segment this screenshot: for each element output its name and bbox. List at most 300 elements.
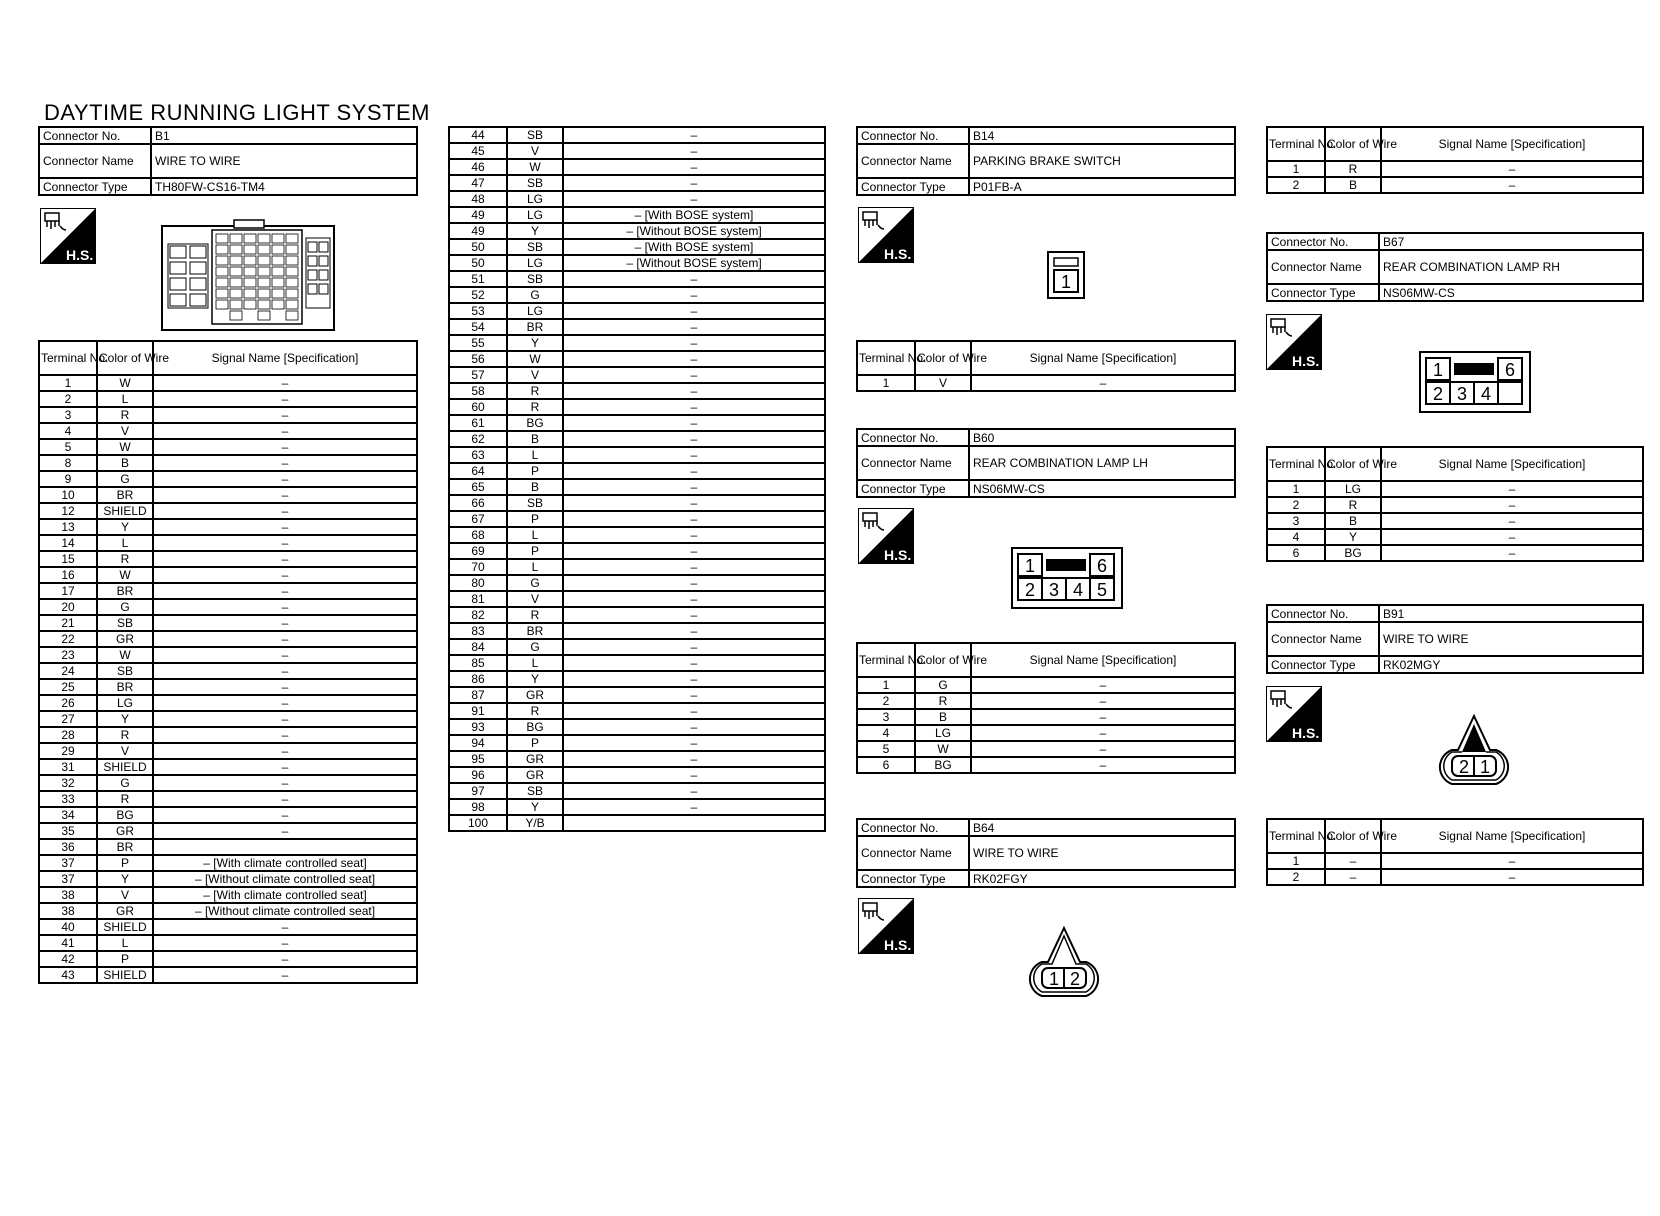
terminal-no-cell: 62	[449, 431, 507, 447]
wire-color-cell: BG	[507, 719, 563, 735]
table-row	[1267, 481, 1643, 497]
signal-name-cell: –	[563, 495, 825, 511]
connector-name-label: Connector Name	[39, 144, 151, 178]
terminal-no-cell: 31	[39, 759, 97, 775]
signal-name-cell	[153, 839, 417, 855]
table-row	[39, 551, 417, 567]
wire-color-cell: P	[507, 511, 563, 527]
connector-type-label: Connector Type	[857, 870, 969, 887]
connector-name-label: Connector Name	[857, 144, 969, 178]
table-row	[39, 647, 417, 663]
wire-color-cell: Y/B	[507, 815, 563, 831]
terminal-no-cell: 91	[449, 703, 507, 719]
table-row	[449, 575, 825, 591]
table-row	[39, 535, 417, 551]
table-row	[857, 725, 1235, 741]
signal-name-cell: –	[971, 693, 1235, 709]
connector-name-value: PARKING BRAKE SWITCH	[969, 144, 1235, 178]
signal-name-cell: –	[153, 567, 417, 583]
wire-color-cell: G	[97, 599, 153, 615]
terminal-no-cell: 20	[39, 599, 97, 615]
table-row	[39, 663, 417, 679]
wire-color-cell: –	[1325, 869, 1381, 885]
terminal-no-cell: 80	[449, 575, 507, 591]
wire-color-cell: Y	[507, 223, 563, 239]
terminal-no-cell: 27	[39, 711, 97, 727]
terminal-no-cell: 2	[1267, 177, 1325, 193]
svg-text:H.S.: H.S.	[1292, 725, 1320, 741]
wire-color-cell: R	[1325, 161, 1381, 177]
table-row	[39, 935, 417, 951]
signal-name-cell: –	[563, 447, 825, 463]
table-row	[1267, 177, 1643, 193]
terminal-no-cell: 8	[39, 455, 97, 471]
wire-color-cell: Y	[97, 519, 153, 535]
wire-color-cell: SHIELD	[97, 759, 153, 775]
table-row	[449, 799, 825, 815]
wire-color-cell: SHIELD	[97, 967, 153, 983]
table-row	[39, 967, 417, 983]
wire-color-cell: BR	[507, 623, 563, 639]
wire-color-cell: W	[97, 375, 153, 391]
wire-color-cell: W	[97, 567, 153, 583]
terminal-no-header: Terminal No.	[857, 643, 915, 677]
terminal-no-cell: 32	[39, 775, 97, 791]
connector-no-label: Connector No.	[857, 127, 969, 144]
terminal-no-cell: 43	[39, 967, 97, 983]
wire-color-cell: L	[507, 655, 563, 671]
terminal-no-cell: 69	[449, 543, 507, 559]
connector-face-b67	[1418, 350, 1532, 414]
terminal-no-cell: 63	[449, 447, 507, 463]
wire-color-cell: V	[97, 743, 153, 759]
table-row	[449, 671, 825, 687]
signal-name-cell: –	[153, 711, 417, 727]
signal-name-cell: –	[153, 391, 417, 407]
signal-name-cell: –	[153, 503, 417, 519]
wire-color-cell: L	[97, 935, 153, 951]
terminal-no-cell: 84	[449, 639, 507, 655]
wire-color-cell: GR	[507, 751, 563, 767]
signal-name-cell: –	[153, 615, 417, 631]
color-of-wire-header: Color of Wire	[97, 341, 153, 375]
signal-name-cell: –	[563, 687, 825, 703]
signal-name-cell: –	[153, 919, 417, 935]
wire-color-cell: R	[507, 607, 563, 623]
table-row	[449, 527, 825, 543]
signal-name-cell: –	[563, 431, 825, 447]
wire-color-cell: L	[507, 559, 563, 575]
connector-name-label: Connector Name	[857, 836, 969, 870]
svg-text:H.S.: H.S.	[66, 247, 94, 263]
connector-type-value: P01FB-A	[969, 178, 1235, 195]
table-row	[449, 319, 825, 335]
signal-name-cell: –	[153, 791, 417, 807]
table-row	[39, 519, 417, 535]
table-row	[39, 807, 417, 823]
wire-color-cell: SB	[507, 495, 563, 511]
signal-name-cell: –	[153, 775, 417, 791]
wire-color-cell: R	[1325, 497, 1381, 513]
signal-name-cell: –	[563, 511, 825, 527]
table-row	[449, 303, 825, 319]
wire-color-cell: V	[97, 423, 153, 439]
table-row	[39, 471, 417, 487]
table-row	[449, 207, 825, 223]
terminal-no-cell: 85	[449, 655, 507, 671]
signal-name-header: Signal Name [Specification]	[1381, 447, 1643, 481]
table-row	[39, 823, 417, 839]
table-row	[1267, 853, 1643, 869]
wire-color-cell: Y	[1325, 529, 1381, 545]
terminal-no-cell: 1	[857, 375, 915, 391]
terminal-label: 2	[1024, 580, 1036, 600]
terminal-no-cell: 23	[39, 647, 97, 663]
wire-color-cell: LG	[507, 207, 563, 223]
table-row	[449, 735, 825, 751]
signal-name-cell: – [With climate controlled seat]	[153, 887, 417, 903]
wire-color-cell: R	[97, 551, 153, 567]
wire-color-cell: P	[507, 543, 563, 559]
terminal-label: 1	[1048, 969, 1060, 989]
table-row	[449, 175, 825, 191]
terminal-no-cell: 6	[857, 757, 915, 773]
signal-name-cell: –	[1381, 529, 1643, 545]
connector-face-b60	[1010, 546, 1124, 610]
signal-name-cell: –	[153, 535, 417, 551]
table-row	[449, 351, 825, 367]
signal-name-cell: –	[563, 671, 825, 687]
terminal-no-cell: 58	[449, 383, 507, 399]
signal-name-cell: –	[153, 935, 417, 951]
pinout-table-b60	[856, 642, 1236, 774]
table-row	[449, 127, 825, 143]
signal-name-cell: – [With climate controlled seat]	[153, 855, 417, 871]
svg-text:H.S.: H.S.	[1292, 353, 1320, 369]
signal-name-cell: –	[563, 527, 825, 543]
table-row	[449, 495, 825, 511]
terminal-no-cell: 55	[449, 335, 507, 351]
terminal-no-cell: 26	[39, 695, 97, 711]
signal-name-header: Signal Name [Specification]	[971, 341, 1235, 375]
signal-name-cell: –	[563, 559, 825, 575]
connector-face-b14	[1046, 250, 1086, 300]
terminal-no-cell: 46	[449, 159, 507, 175]
terminal-no-cell: 44	[449, 127, 507, 143]
terminal-no-cell: 33	[39, 791, 97, 807]
table-row	[39, 391, 417, 407]
terminal-no-cell: 57	[449, 367, 507, 383]
wire-color-cell: G	[507, 639, 563, 655]
wire-color-cell: GR	[97, 631, 153, 647]
wire-color-cell: BR	[97, 487, 153, 503]
wire-color-cell: GR	[507, 687, 563, 703]
wire-color-cell: SHIELD	[97, 919, 153, 935]
table-row	[449, 815, 825, 831]
terminal-label: 3	[1456, 384, 1468, 404]
wire-color-cell: LG	[507, 191, 563, 207]
wire-color-cell: LG	[915, 725, 971, 741]
wire-color-cell: W	[507, 351, 563, 367]
wire-color-cell: BG	[97, 807, 153, 823]
terminal-no-cell: 13	[39, 519, 97, 535]
wire-color-cell: LG	[1325, 481, 1381, 497]
wire-color-cell: P	[507, 463, 563, 479]
table-row	[449, 463, 825, 479]
signal-name-cell: –	[563, 159, 825, 175]
table-row	[449, 591, 825, 607]
terminal-no-cell: 96	[449, 767, 507, 783]
wire-color-cell: W	[97, 439, 153, 455]
signal-name-cell: –	[971, 709, 1235, 725]
table-row	[1267, 545, 1643, 561]
connector-type-value: RK02FGY	[969, 870, 1235, 887]
table-row	[449, 479, 825, 495]
wire-color-cell: P	[97, 951, 153, 967]
connector-no-label: Connector No.	[857, 429, 969, 446]
wire-color-cell: G	[507, 287, 563, 303]
wire-color-cell: SB	[507, 127, 563, 143]
terminal-no-cell: 29	[39, 743, 97, 759]
connector-no-value: B91	[1379, 605, 1643, 622]
hs-harness-side-icon	[858, 207, 914, 263]
signal-name-cell: –	[563, 143, 825, 159]
table-row	[449, 415, 825, 431]
signal-name-cell: –	[563, 623, 825, 639]
terminal-no-cell: 68	[449, 527, 507, 543]
terminal-no-cell: 28	[39, 727, 97, 743]
signal-name-cell: –	[563, 735, 825, 751]
signal-name-cell: –	[153, 679, 417, 695]
wire-color-cell: G	[97, 471, 153, 487]
terminal-no-header: Terminal No.	[857, 341, 915, 375]
terminal-no-cell: 97	[449, 783, 507, 799]
wire-color-cell: LG	[507, 303, 563, 319]
terminal-no-header: Terminal No.	[1267, 127, 1325, 161]
table-row	[449, 367, 825, 383]
terminal-no-cell: 41	[39, 935, 97, 951]
table-row	[39, 775, 417, 791]
hs-harness-side-icon	[40, 208, 96, 264]
terminal-no-cell: 64	[449, 463, 507, 479]
table-row	[39, 951, 417, 967]
table-row	[1267, 497, 1643, 513]
terminal-no-cell: 6	[1267, 545, 1325, 561]
connector-type-value: NS06MW-CS	[969, 480, 1235, 497]
terminal-no-cell: 5	[39, 439, 97, 455]
wire-color-cell: V	[507, 591, 563, 607]
table-row	[449, 431, 825, 447]
table-row	[39, 615, 417, 631]
wire-color-cell: R	[97, 407, 153, 423]
signal-name-cell: –	[153, 695, 417, 711]
terminal-no-cell: 45	[449, 143, 507, 159]
connector-no-value: B14	[969, 127, 1235, 144]
wire-color-cell: SB	[507, 239, 563, 255]
connector-type-value: TH80FW-CS16-TM4	[151, 178, 417, 195]
connector-info-b64	[856, 818, 1236, 888]
svg-text:H.S.: H.S.	[884, 246, 912, 262]
table-row	[449, 511, 825, 527]
wire-color-cell: SB	[507, 175, 563, 191]
wire-color-cell: BR	[97, 583, 153, 599]
terminal-label: 4	[1480, 384, 1492, 404]
color-of-wire-header: Color of Wire	[1325, 127, 1381, 161]
table-row	[449, 159, 825, 175]
connector-no-label: Connector No.	[39, 127, 151, 144]
wire-color-cell: SB	[97, 663, 153, 679]
wire-color-cell: B	[1325, 513, 1381, 529]
terminal-no-cell: 22	[39, 631, 97, 647]
table-row	[39, 631, 417, 647]
terminal-no-cell: 2	[39, 391, 97, 407]
wire-color-cell: BR	[97, 679, 153, 695]
table-row	[39, 743, 417, 759]
connector-type-label: Connector Type	[39, 178, 151, 195]
connector-name-label: Connector Name	[1267, 250, 1379, 284]
terminal-no-cell: 94	[449, 735, 507, 751]
table-row	[39, 407, 417, 423]
wire-color-cell: Y	[97, 871, 153, 887]
signal-name-cell: –	[563, 719, 825, 735]
wire-color-cell: P	[507, 735, 563, 751]
wire-color-cell: –	[1325, 853, 1381, 869]
wire-color-cell: LG	[97, 695, 153, 711]
terminal-no-cell: 17	[39, 583, 97, 599]
connector-no-value: B64	[969, 819, 1235, 836]
wire-color-cell: BR	[507, 319, 563, 335]
wire-color-cell: SB	[507, 783, 563, 799]
signal-name-cell: –	[971, 677, 1235, 693]
terminal-no-cell: 24	[39, 663, 97, 679]
terminal-no-cell: 5	[857, 741, 915, 757]
wire-color-cell: G	[97, 775, 153, 791]
table-row	[1267, 529, 1643, 545]
terminal-no-cell: 3	[1267, 513, 1325, 529]
terminal-no-cell: 81	[449, 591, 507, 607]
table-row	[449, 223, 825, 239]
connector-no-label: Connector No.	[1267, 233, 1379, 250]
pinout-table-b1-part2	[448, 126, 826, 832]
terminal-no-cell: 42	[39, 951, 97, 967]
terminal-no-cell: 2	[1267, 869, 1325, 885]
terminal-no-cell: 56	[449, 351, 507, 367]
signal-name-cell: –	[153, 471, 417, 487]
signal-name-cell: –	[1381, 161, 1643, 177]
connector-name-value: REAR COMBINATION LAMP LH	[969, 446, 1235, 480]
terminal-no-cell: 95	[449, 751, 507, 767]
wire-color-cell: W	[97, 647, 153, 663]
terminal-label: 1	[1060, 272, 1072, 292]
pinout-table-b14	[856, 340, 1236, 392]
wire-color-cell: B	[507, 479, 563, 495]
signal-name-cell: –	[153, 439, 417, 455]
color-of-wire-header: Color of Wire	[915, 643, 971, 677]
terminal-no-cell: 10	[39, 487, 97, 503]
connector-name-label: Connector Name	[1267, 622, 1379, 656]
table-row	[39, 455, 417, 471]
hs-harness-side-icon	[858, 898, 914, 954]
hs-harness-side-icon	[1266, 314, 1322, 370]
signal-name-cell: – [With BOSE system]	[563, 239, 825, 255]
wire-color-cell: B	[97, 455, 153, 471]
table-row	[39, 919, 417, 935]
signal-name-cell: –	[153, 807, 417, 823]
signal-name-cell: –	[563, 655, 825, 671]
terminal-no-cell: 2	[857, 693, 915, 709]
signal-name-cell: –	[153, 967, 417, 983]
terminal-no-cell: 21	[39, 615, 97, 631]
table-row	[449, 191, 825, 207]
pinout-table-b1-part1	[38, 340, 418, 984]
wire-color-cell: V	[915, 375, 971, 391]
terminal-no-cell: 66	[449, 495, 507, 511]
signal-name-cell: –	[1381, 513, 1643, 529]
terminal-no-header: Terminal No.	[39, 341, 97, 375]
terminal-no-cell: 34	[39, 807, 97, 823]
table-row	[857, 709, 1235, 725]
wire-color-cell: L	[507, 447, 563, 463]
wire-color-cell: V	[507, 367, 563, 383]
terminal-no-cell: 3	[39, 407, 97, 423]
signal-name-cell: –	[153, 551, 417, 567]
terminal-no-cell: 1	[1267, 161, 1325, 177]
terminal-no-cell: 2	[1267, 497, 1325, 513]
signal-name-cell: –	[153, 407, 417, 423]
table-row	[449, 655, 825, 671]
table-row	[39, 439, 417, 455]
wire-color-cell: G	[915, 677, 971, 693]
terminal-no-cell: 100	[449, 815, 507, 831]
terminal-no-cell: 50	[449, 239, 507, 255]
wire-color-cell: Y	[97, 711, 153, 727]
signal-name-cell: –	[563, 607, 825, 623]
connector-type-value: RK02MGY	[1379, 656, 1643, 673]
signal-name-cell: –	[153, 663, 417, 679]
terminal-no-cell: 83	[449, 623, 507, 639]
signal-name-cell: –	[971, 757, 1235, 773]
terminal-no-cell: 82	[449, 607, 507, 623]
terminal-no-cell: 86	[449, 671, 507, 687]
wire-color-cell: SB	[97, 615, 153, 631]
table-row	[449, 143, 825, 159]
signal-name-cell: –	[563, 799, 825, 815]
signal-name-cell: –	[1381, 853, 1643, 869]
table-row	[449, 287, 825, 303]
terminal-no-cell: 38	[39, 903, 97, 919]
terminal-label: 1	[1432, 360, 1444, 380]
table-row	[449, 447, 825, 463]
table-row	[449, 383, 825, 399]
terminal-label: 2	[1432, 384, 1444, 404]
page-title: DAYTIME RUNNING LIGHT SYSTEM	[44, 100, 431, 125]
connector-face-b91	[1434, 712, 1514, 786]
wire-color-cell: Y	[507, 799, 563, 815]
wire-color-cell: W	[915, 741, 971, 757]
signal-name-cell: –	[563, 591, 825, 607]
signal-name-cell: – [Without climate controlled seat]	[153, 871, 417, 887]
table-row	[39, 503, 417, 519]
table-row	[39, 855, 417, 871]
terminal-no-cell: 65	[449, 479, 507, 495]
table-row	[1267, 513, 1643, 529]
terminal-no-cell: 49	[449, 223, 507, 239]
wire-color-cell: B	[507, 431, 563, 447]
terminal-no-cell: 1	[857, 677, 915, 693]
hs-harness-side-icon	[1266, 686, 1322, 742]
table-row	[39, 711, 417, 727]
signal-name-cell: –	[563, 287, 825, 303]
